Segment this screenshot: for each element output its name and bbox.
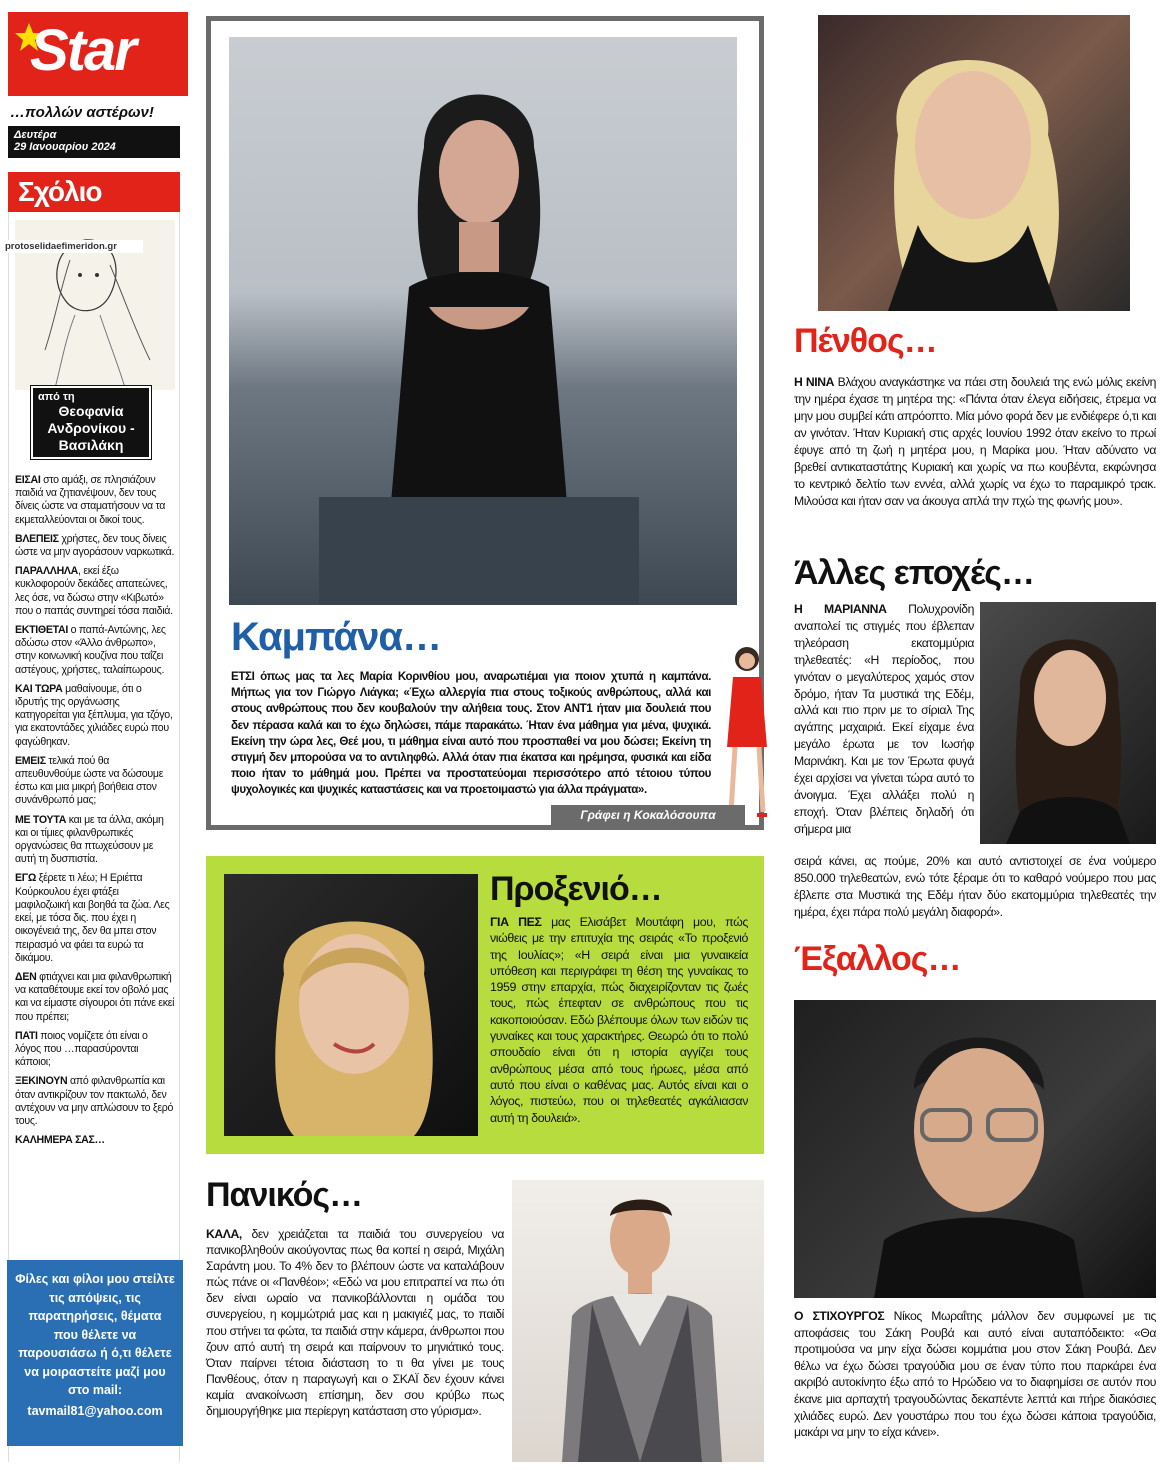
alles-epoxes-body-wrap <box>794 601 974 838</box>
comment-paragraph <box>15 533 175 559</box>
comment-paragraph-lead: ΕΜΕΙΣ <box>15 754 46 767</box>
older-woman-portrait <box>858 25 1098 311</box>
masthead <box>8 12 188 162</box>
comment-paragraph <box>15 683 175 749</box>
comment-paragraph <box>15 872 175 964</box>
comment-paragraph-text: ο παπά-Αντώνης, λες αδώσω στον «Άλλο άνθρωπο», στην κοινωνική κουζίνα που ταΐζει αστέγους, χρήστες, ταλαίπωρους. <box>15 624 166 676</box>
byline-text: Γράφει η Κοκαλόσουπα <box>580 808 716 822</box>
comment-paragraph <box>15 971 175 1024</box>
comment-paragraph <box>15 1075 175 1128</box>
comment-paragraph-lead: ΠΑΤΙ <box>15 1029 38 1042</box>
proxenio-box <box>206 856 764 1154</box>
blonde-woman-portrait <box>254 894 454 1136</box>
penthos-lead: Η ΝΙΝΑ <box>794 375 835 389</box>
exallos-photo <box>794 1000 1156 1298</box>
sidebar-column <box>5 212 180 1462</box>
alles-epoxes-lead: Η ΜΑΡΙΑΝΝΑ <box>794 602 887 616</box>
alles-epoxes-body-full: σειρά κάνει, ας πούμε, 20% και αυτό αντιστοιχεί σε ένα νούμερο 850.000 τηλεθεατών, ενώ τότε ξέραμε ότι το καθαρό νούμερο που μας έβλεπε στα Μυστικά της Εδέμ ήταν δύο εκατομμύρια τηλεθεατές την ημέρα, έχει πάρα πολύ μεγάλη διαφορά». <box>794 854 1156 919</box>
panikos-photo <box>512 1180 764 1462</box>
comment-paragraph-text: ποιος νομίζετε ότι είναι ο λόγος που …παρασύρονται κάποιοι; <box>15 1029 148 1069</box>
man-with-glasses-portrait <box>864 1010 1094 1298</box>
comment-paragraph <box>15 565 175 618</box>
comment-paragraph-lead: ΚΑΛΗΜΕΡΑ ΣΑΣ… <box>15 1134 105 1147</box>
comment-paragraph <box>15 814 175 867</box>
proxenio-text: μας Ελισάβετ Μουτάφη μου, πώς νιώθεις με την επιτυχία της σειράς «Το προξενιό της Ιουλίας»; «Η σειρά είναι μια γυναικεία υπόθεση και περιγράφει τη θέση της γυναίκας το 1959 στην επαρχία, πώς διαχειρίζονταν τις ζωές τους, πώς έπεφταν σε ανθρώπους που τις κακοποιούσαν. Εδώ βλέπουμε όλων των ειδών τις γυναίκες και τους χαρακτήρες. Θεωρώ ότι το πολύ σπουδαίο είναι ότι η ιστορία αγγίζει τους ανθρώπους μέσα από τους ήρωες, μέσα από αυτό που είναι ο καθένας μας. Αυτός είναι και ο λόγος, πιστεύω, που οι τηλεθεατές αγκάλιασαν αυτή τη δουλειά». <box>490 915 748 1125</box>
exallos-lead: Ο ΣΤΙΧΟΥΡΓΟΣ <box>794 1309 885 1323</box>
main-story-photo <box>229 37 737 605</box>
author-name: Θεοφανία Ανδρονίκου - Βασιλάκη <box>47 403 135 453</box>
comment-paragraph-text: φτιάχνει και μια φιλανθρωπική να καταθέτουμε εκεί τον οβολό μας και να είμαστε σίγουροι ότι πάνε εκεί που πρέπει; <box>15 970 175 1023</box>
comment-paragraph-text: τελικά πού θα απευθυνθούμε ώστε να δώσουμε έστω και μια μικρή βοήθεια στον συνάνθρωπό μας; <box>15 754 164 807</box>
penthos-body <box>794 374 1156 510</box>
comment-paragraph <box>15 1030 175 1070</box>
panikos-body <box>206 1226 504 1419</box>
dark-haired-woman-portrait <box>990 612 1146 844</box>
comment-paragraph-lead: ΞΕΚΙΝΟΥΝ <box>15 1075 68 1088</box>
woman-silhouette <box>319 57 639 605</box>
comment-paragraph-text: ξέρετε τι λέω; Η Εριέττα Κούρκουλου έχει φτάξει μαφιλοζωική και βοηθά τα ζώα. Λες εκεί, με τόσα δις. που έχει η οικογένειά της, δεν θα μπει στον πειρασμό να φάει τα ευρώ τα δικάμου. <box>15 872 170 964</box>
panikos-heading: Πανικός… <box>206 1176 363 1214</box>
comment-paragraph-lead: ΕΚΤΙΘΕΤΑΙ <box>15 624 69 637</box>
main-story-heading: Καμπάνα… <box>231 615 441 659</box>
comment-paragraph-lead: ΕΓΩ <box>15 872 37 885</box>
main-story-body: ΕΤΣΙ όπως μας τα λες Μαρία Κορινθίου μου, αναρωτιέμαι για ποιον χτυπά η καμπάνα. Μήπως για τον Γιώργο Λιάγκα; «Έχω αλλεργία πια στους τοξικούς ανθρώπους, αλλά και στους ανθρώπους που δεν κουβαλούν την αλήθεια τους. Στον ΑΝΤ1 ήταν μια δουλειά που δεν πέρασα καλά και το έχω δηλώσει, πάμε παρακάτω. Ήταν ένα μάθημα για μένα, ψυχικά. Εκείνη την ώρα λες, Θεέ μου, τι μάθημα είναι αυτό που προσπαθεί να μου δώσει; Εκείνη τη στιγμή δεν μπορούσα να το αντιληφθώ. Αλλά όταν πια έκατσα και ηρέμησα, φυσικά και είδα ποιο ήταν το μάθημά μου. Πρέπει να προστατεύομαι περισσότερο από τέτοιου τύπου ψυχολογικές και ψυχικές καταστάσεις και να προετοιμαστώ για άλλα πράγματα». <box>231 670 711 797</box>
date-box <box>8 126 180 158</box>
proxenio-photo <box>224 874 478 1136</box>
panikos-lead: ΚΑΛΑ, <box>206 1227 242 1241</box>
comment-paragraph-lead: ΜΕ ΤΟΥΤΑ <box>15 813 67 826</box>
proxenio-lead: ΓΙΑ ΠΕΣ <box>490 915 542 929</box>
comment-paragraph-lead: ΚΑΙ ΤΩΡΑ <box>15 682 63 695</box>
comment-body <box>15 474 175 1153</box>
comment-paragraph-text: χρήστες, δεν τους δίνεις ώστε να μην αγοράσουν ναρκωτικά. <box>15 532 175 559</box>
exallos-heading: Έξαλλος… <box>794 940 961 978</box>
main-story-frame <box>206 16 764 830</box>
author-box <box>31 386 151 459</box>
comment-paragraph-text: μαθαίνουμε, ότι ο ιδρυτής της οργάνωσης κατηγορείται για ξέπλυμα, για τζόγο, για εκατοντάδες χιλιάδες ευρώ που φαγώθηκαν. <box>15 682 173 748</box>
penthos-text: Βλάχου αναγκάστηκε να πάει στη δουλειά της ενώ μόλις εκείνη την ημέρα έχασε τη μητέρα της: «Πάντα όταν έλεγα ειδήσεις, έτρεμα να μην μου συμβεί κάτι απρόοπτο. Μία μόνο φορά δεν με ενδιέφερε ό,τι και αν γινόταν. Ήταν Κυριακή στις αρχές Ιουνίου 1992 όταν εκείνο το πρωί έφυγε από τη ζωή η μητέρα μου, η Μαρίκα μου. Ήταν αδύνατο να βρεθεί αντικαταστάτης Κυριακή και χωρίς να πω κουβέντα, εκφώνησα το κεντρικό δελτίο των εννέα, αλλά χωρίς να έχω το παραμικρό τρακ. Μιλούσα και ήταν σαν να άκουγα απλά την πχώ της φωνής μου». <box>794 375 1156 508</box>
comment-header <box>8 172 180 212</box>
tagline: …πολλών αστέρων! <box>10 104 154 121</box>
watermark: protoselidaefimeridon.gr <box>3 240 143 253</box>
comment-paragraph-text: στο αμάξι, σε πλησιάζουν παιδιά να ζητιανέψουν, δεν τους δίνεις ώστε να σταματήσουν να τα εκμεταλλεύονται οι δικοί τους. <box>15 474 166 526</box>
contact-email[interactable]: tavmail81@yahoo.com <box>27 1403 163 1418</box>
alles-epoxes-photo <box>980 602 1156 844</box>
exallos-body <box>794 1308 1156 1441</box>
comment-paragraph-text: από φιλανθρωπία και όταν αντικρίζουν τον πακτωλό, δεν αντέχουν να μην απλώσουν το ξερό τους. <box>15 1075 174 1127</box>
comment-paragraph <box>15 755 175 808</box>
penthos-photo <box>818 15 1130 311</box>
byline-box <box>551 805 745 825</box>
comment-paragraph-text: και με τα άλλα, ακόμη και οι τίμιες φιλανθρωπικές οργανώσεις θα πτωχεύσουν με αυτή τη δυσπιστία. <box>15 813 164 866</box>
date-full: 29 Ιανουαρίου 2024 <box>14 141 116 153</box>
date-day: Δευτέρα <box>14 129 57 141</box>
alles-epoxes-text: Πολυχρονίδη αναπολεί τις στιγμές που έβλεπαν τηλεόραση εκατομμύρια τηλεθεατές: «Η περίοδος, που γινόταν ο μεγαλύτερος χαμός στον δρόμο, ήταν Τα μυστικά της Εδέμ, αλλά και πιο πριν με το σίριαλ Της αγάπης μαχαιριά. Εκεί είχαμε ένα μεγάλο έρωτα με τον Ιωσήφ Μαρινάκη. Και με τον Έρωτα φυγά έχει αρχίσει να γίνεται τώρα αυτό το άνοιγμα. Έχει αλλάξει πολύ η εποχή. Όταν βλέπεις δηλαδή ότι σήμερα μια <box>794 602 974 836</box>
man-in-vest-portrait <box>552 1186 732 1462</box>
logo-text: Star <box>30 18 135 83</box>
proxenio-body <box>490 914 748 1126</box>
contact-callout <box>7 1260 183 1446</box>
comment-paragraph-lead: ΔΕΝ <box>15 970 37 983</box>
panikos-text: δεν χρειάζεται τα παιδιά του συνεργείου να πανικοβληθούν ακούγοντας πως θα κοπεί η σειρά, Μιχάλη Σαράντη μου. Το 4% δεν το βλέπουν ώστε να καταλάβουν πώς πάνε οι «Πανθέοι»; «Εδώ να μου επιτραπεί να πω ότι δεν είναι ωραίο να πανικοβάλλονται η ομάδα του συνεργείου, η κομμώτριά μας και η μακιγιέζ μας, το παιδί που στήνει τα φώτα, τα παιδιά στην κάμερα, άνθρωποι που ζουν από αυτή τη σειρά και παίρνουν το μηνιάτικό τους. Όταν παίρνει τέτοια διάσταση το τι θα γίνει με τους Πανθέους, όταν η παραγωγή και ο ΣΚΑΪ δεν έχουν κάνει καμία ανακοίνωση επίσημη, δεν σου κρύβω πως δημιουργήθηκε μια περίεργη κατάσταση στο γύρισμα». <box>206 1227 504 1419</box>
comment-paragraph <box>15 1134 175 1147</box>
comment-heading: Σχόλιο <box>18 176 102 207</box>
comment-paragraph-text: , εκεί έξω κυκλοφορούν δεκάδες απατεώνες, λες όσε, να δώσω στην «Κιβωτό» που ο παπάς συντηρεί τόσα παιδιά. <box>15 565 173 617</box>
columnist-caricature-icon <box>721 637 773 833</box>
logo-box <box>8 12 188 96</box>
comment-paragraph <box>15 624 175 677</box>
comment-paragraph-lead: ΒΛΕΠΕΙΣ <box>15 532 59 545</box>
proxenio-heading: Προξενιό… <box>490 870 662 908</box>
callout-text: Φίλες και φίλοι μου στείλτε τις απόψεις, τις παρατηρήσεις, θέματα που θέλετε να παρουσιάσω ή ό,τι θέλετε να μοιραστείτε μαζί μου στο mail: <box>15 1272 175 1397</box>
author-prefix: από τη <box>38 391 75 403</box>
alles-epoxes-heading: Άλλες εποχές… <box>794 554 1034 592</box>
exallos-text: Νίκος Μωραΐτης μάλλον δεν συμφωνεί με τις αποφάσεις του Σάκη Ρουβά και αυτό είναι αυταπόδεικτο: «Θα προτιμούσα να μην είχα δώσει κομμάτια μου στον Σάκη Ρουβά. Δεν θέλω να έχω δώσει τραγούδια μου σε έναν τύπο που παρκάρει ένα ακριβό αυτοκίνητο έξω από το Ηρώδειο να το διαφημίσει σε αυτόν που έκανε μια αρπαχτή τραγουδώντας δεκαπέντε λεπτά και πήρε διακόσιες χιλιάδες ευρώ. Δεν γουστάρω που του έχω δώσει κάποια τραγούδια, μακάρι να μην το είχα κάνει». <box>794 1309 1157 1440</box>
comment-paragraph-lead: ΕΙΣΑΙ <box>15 474 41 486</box>
comment-paragraph <box>15 474 175 527</box>
penthos-heading: Πένθος… <box>794 322 937 360</box>
comment-paragraph-lead: ΠΑΡΑΛΛΗΛΑ <box>15 565 79 578</box>
